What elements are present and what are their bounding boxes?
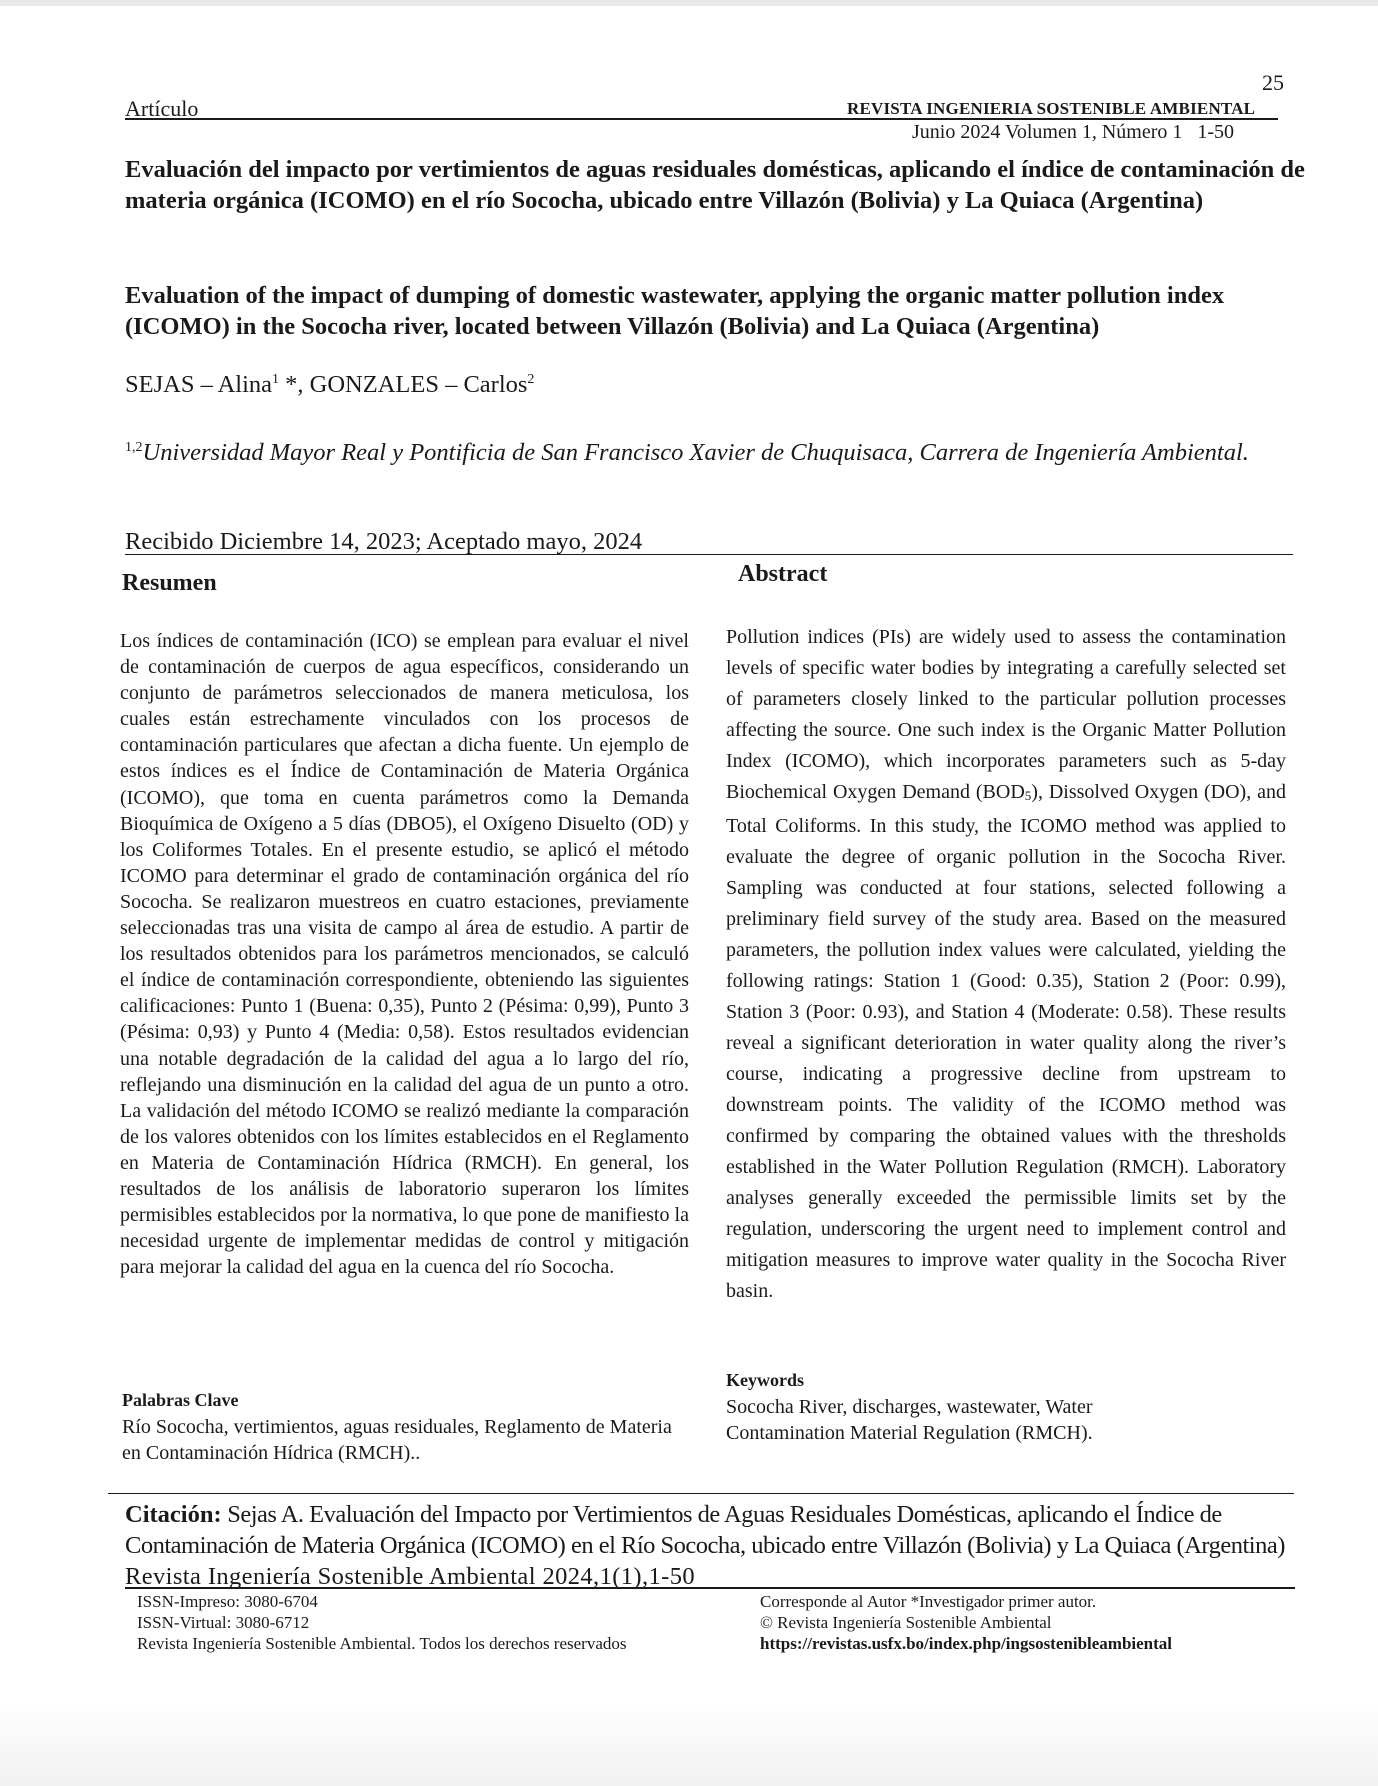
citation-journal: Revista Ingeniería Sostenible Ambiental 2024,1(1),1-50 (125, 1563, 696, 1590)
keywords-text: Socochа River, discharges, wastewater, Water Contamination Material Regulation (RMCH). (726, 1396, 1093, 1444)
dates-rule (125, 554, 1293, 555)
page-number: 25 (1262, 70, 1284, 95)
footer-left (137, 1591, 677, 1654)
author-line (125, 371, 534, 399)
page-bottom-edge (0, 1700, 1378, 1786)
abstract-text-part-1: Pollution indices (PIs) are widely used to assess the contamination levels of specific water bodies by integrating a carefully selected set of parameters closely linked to the particular pollution processes affecting the source. One such index is the Organic Matter Pollution Index (ICOMO), which incorporates parameters such as 5-day Biochemical Oxygen Demand (BOD (726, 626, 1286, 803)
received-accepted-dates: Recibido Diciembre 14, 2023; Aceptado mayo, 2024 (125, 528, 643, 555)
title-spanish: Evaluación del impacto por vertimientos de aguas residuales domésticas, aplicando el índice de contaminación de materia orgánica (ICOMO) en el río Socochа, ubicado entre Villazón (Bolivia) y La Quiaca (Argentina) (125, 156, 1305, 214)
citation-text: Sejas A. Evaluación del Impacto por Vertimientos de Aguas Residuales Domésticas, aplicando el Índice de Contaminación de Materia Orgánica (ICOMO) en el Río Socochа, ubicado entre Villazón (Bolivia) y La Quiaca (Argentina) (125, 1501, 1285, 1559)
citation-rule-bottom (125, 1587, 1295, 1589)
footer-right (760, 1591, 1320, 1654)
abstract-text-part-2: ), Dissolved Oxygen (DO), and Total Coliforms. In this study, the ICOMO method was applied to evaluate the degree of organic pollution in the Socochа River. Sampling was conducted at four stations, selected following a preliminary field survey of the study area. Based on the measured parameters, the pollution index values were calculated, yielding the following ratings: Station 1 (Good: 0.35), Station 2 (Poor: 0.99), Station 3 (Poor: 0.93), and Station 4 (Moderate: 0.58). These results reveal a significant deterioration in water quality along the river’s course, indicating a progressive decline from upstream to downstream points. The validity of the ICOMO method was confirmed by comparing the obtained values with the thresholds established in the Water Pollution Regulation (RMCH). Laboratory analyses generally exceeded the permissible limits set by the regulation, underscoring the urgent need to implement control and mitigation measures to improve water quality in the Socochа River basin. (726, 781, 1286, 1302)
palabras-clave-text: Río Socochа, vertimientos, aguas residuales, Reglamento de Materia en Contaminación Hídrica (RMCH).. (122, 1416, 672, 1464)
title-english: Evaluation of the impact of dumping of domestic wastewater, applying the organic matter pollution index (ICOMO) in the Socochа river, located between Villazón (Bolivia) and La Quiaca (Argentina) (125, 282, 1225, 340)
issn-print: ISSN-Impreso: 3080-6704 (137, 1592, 318, 1611)
rights-notice: Revista Ingeniería Sostenible Ambiental. Todos los derechos reservados (137, 1634, 627, 1653)
author-1-affiliation: 1 (272, 372, 280, 387)
resumen-body: Los índices de contaminación (ICO) se emplean para evaluar el nivel de contaminación de cuerpos de agua específicos, considerando un conjunto de parámetros seleccionados de manera meticulosa, los cuales están estrechamente vinculados con los procesos de contaminación particulares que afectan a dicha fuente. Un ejemplo de estos índices es el Índice de Contaminación de Materia Orgánica (ICOMO), que toma en cuenta parámetros como la Demanda Bioquímica de Oxígeno a 5 días (DBO5), el Oxígeno Disuelto (OD) y los Coliformes Totales. En el presente estudio, se aplicó el método ICOMO para determinar el grado de contaminación orgánica del río Socochа. Se realizaron muestreos en cuatro estaciones, previamente seleccionadas tras una visita de campo al área de estudio. A partir de los resultados obtenidos para los parámetros mencionados, se calculó el índice de contaminación correspondiente, obteniendo las siguientes calificaciones: Punto 1 (Buena: 0,35), Punto 2 (Pésima: 0,99), Punto 3 (Pésima: 0,93) y Punto 4 (Media: 0,58). Estos resultados evidencian una notable degradación de la calidad del agua a lo largo del río, reflejando una disminución en la calidad del agua de un punto a otro. La validación del método ICOMO se realizó mediante la comparación de los valores obtenidos con los límites establecidos en el Reglamento en Materia de Contaminación Hídrica (RMCH). En general, los resultados de los análisis de laboratorio superaron los límites permisibles establecidos por la normativa, lo que pone de manifiesto la necesidad urgente de implementar medidas de control y mitigación para mejorar la calidad del agua en la cuenca del río Socochа. (120, 630, 689, 1279)
abstract-body (726, 622, 1286, 1307)
section-label: Artículo (125, 96, 199, 121)
author-1: SEJAS – Alina (125, 371, 273, 398)
citation-rule-top (108, 1493, 1294, 1494)
palabras-clave-heading: Palabras Clave (122, 1390, 239, 1410)
author-2-affiliation: 2 (527, 372, 535, 387)
header-rule (125, 118, 1278, 120)
resumen-heading: Resumen (122, 570, 217, 596)
issue-info: Junio 2024 Volumen 1, Número 1 1-50 (912, 121, 1235, 143)
abstract-heading: Abstract (738, 561, 828, 587)
copyright-notice: © Revista Ingeniería Sostenible Ambiental (760, 1613, 1052, 1632)
affiliation (125, 432, 1265, 468)
keywords-heading: Keywords (726, 1370, 804, 1390)
affiliation-marker: 1,2 (125, 440, 143, 455)
journal-url-link[interactable]: https://revistas.usfx.bo/index.php/ingsostenibleambiental (760, 1634, 1173, 1653)
corresponding-mark: *, (279, 371, 310, 398)
citation-label: Citación: (125, 1501, 222, 1528)
citation-block (125, 1499, 1315, 1592)
journal-name: REVISTA INGENIERIA SOSTENIBLE AMBIENTAL (847, 99, 1256, 118)
abstract-subscript: 5 (1024, 788, 1032, 803)
author-2: GONZALES – Carlos (309, 371, 528, 398)
correspondence-note: Corresponde al Autor *Investigador primer autor. (760, 1592, 1097, 1611)
page-top-edge (0, 0, 1378, 6)
issn-virtual: ISSN-Virtual: 3080-6712 (137, 1613, 310, 1632)
affiliation-text: Universidad Mayor Real y Pontificia de San Francisco Xavier de Chuquisaca, Carrera de Ingeniería Ambiental. (142, 439, 1249, 466)
